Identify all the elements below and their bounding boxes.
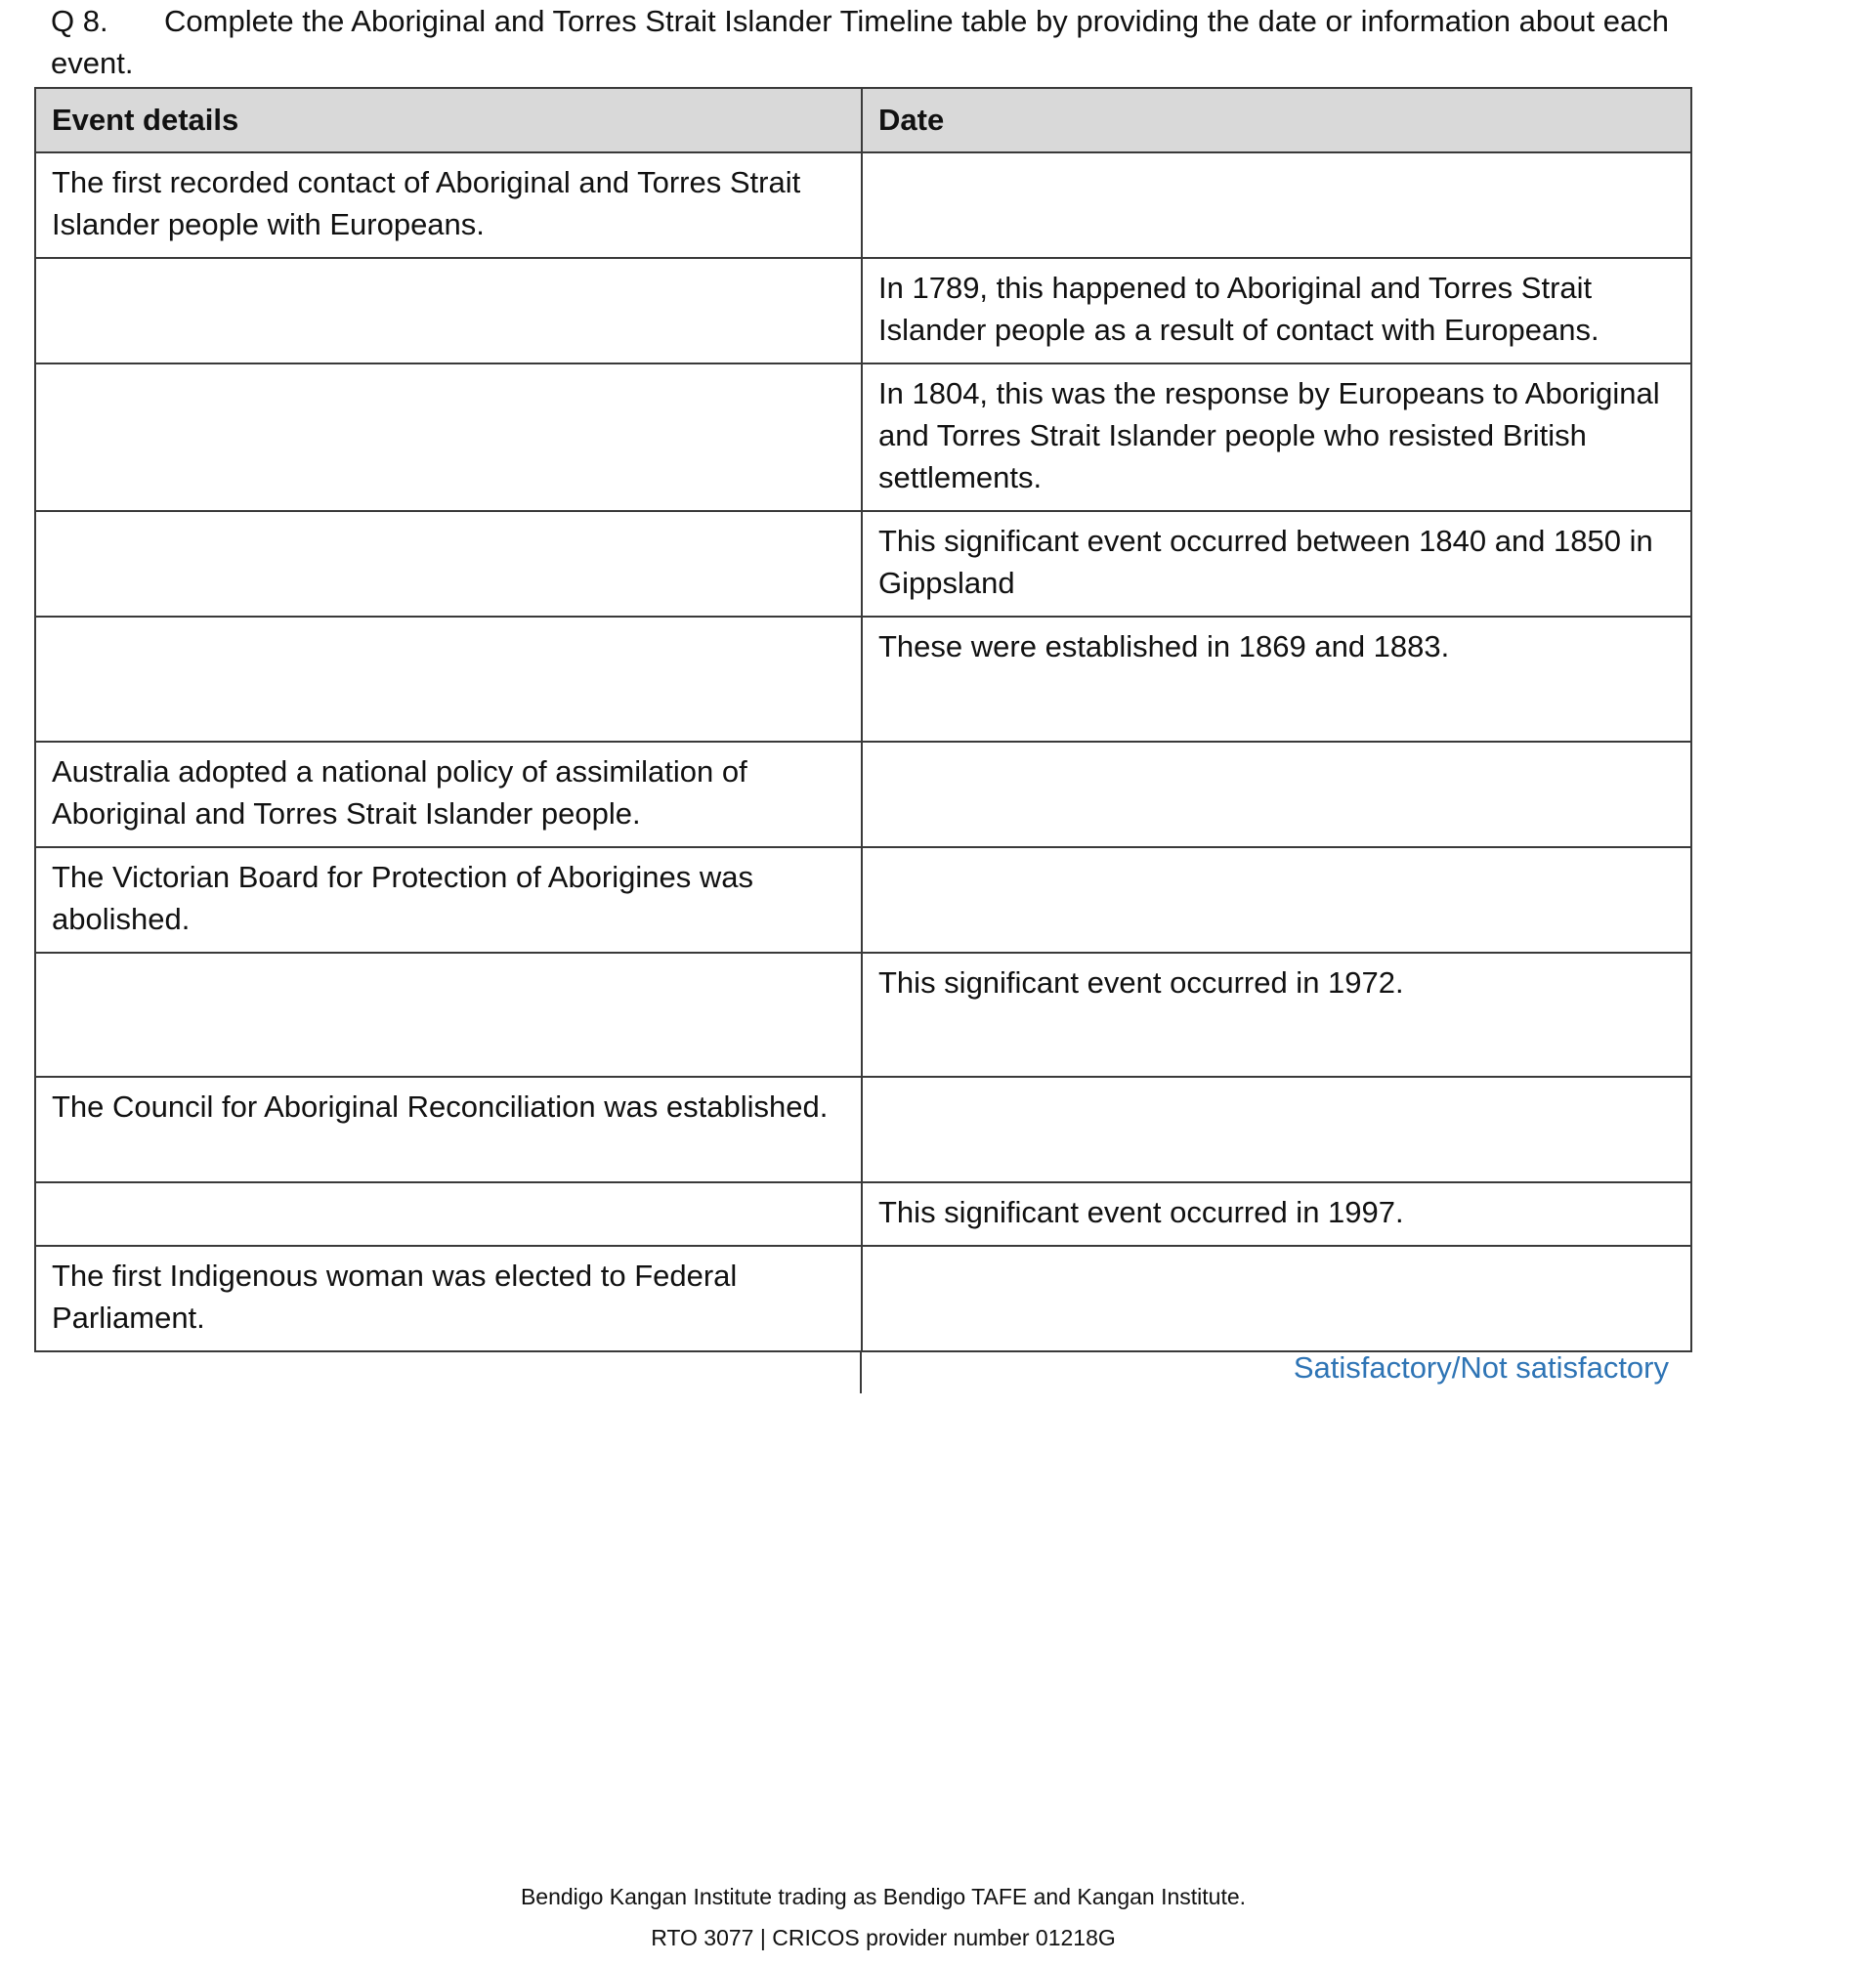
event-cell: Australia adopted a national policy of assimilation of Aboriginal and Torres Strait Islander people. (35, 742, 862, 847)
event-cell: The Victorian Board for Protection of Aborigines was abolished. (35, 847, 862, 953)
table-header-row (35, 88, 1691, 152)
date-cell[interactable] (862, 152, 1691, 258)
date-cell[interactable] (862, 742, 1691, 847)
question-text: Complete the Aboriginal and Torres Strait Islander Timeline table by providing the date or information about each event. (51, 4, 1669, 80)
assessment-result-label: Satisfactory/Not satisfactory (1293, 1350, 1669, 1385)
table-row (35, 1246, 1691, 1351)
footer-rto: RTO 3077 | CRICOS provider number 01218G (651, 1925, 1116, 1950)
header-date: Date (862, 88, 1691, 152)
question-prompt (51, 0, 1702, 84)
date-cell[interactable] (862, 1246, 1691, 1351)
table-row (35, 363, 1691, 511)
event-cell[interactable] (35, 258, 862, 363)
event-cell[interactable] (35, 953, 862, 1077)
table-divider-stub (860, 1350, 862, 1393)
table-row (35, 953, 1691, 1077)
date-cell: In 1804, this was the response by Europeans to Aboriginal and Torres Strait Islander people who resisted British settlements. (862, 363, 1691, 511)
table-row (35, 511, 1691, 617)
table-row (35, 617, 1691, 742)
date-cell: This significant event occurred between 1840 and 1850 in Gippsland (862, 511, 1691, 617)
date-cell: This significant event occurred in 1972. (862, 953, 1691, 1077)
event-cell[interactable] (35, 617, 862, 742)
table-row (35, 1182, 1691, 1246)
question-number: Q 8. (51, 4, 108, 38)
table-row (35, 1077, 1691, 1182)
event-cell[interactable] (35, 511, 862, 617)
date-cell: This significant event occurred in 1997. (862, 1182, 1691, 1246)
date-cell[interactable] (862, 847, 1691, 953)
event-cell: The first Indigenous woman was elected to Federal Parliament. (35, 1246, 862, 1351)
event-cell: The Council for Aboriginal Reconciliation was established. (35, 1077, 862, 1182)
date-cell: In 1789, this happened to Aboriginal and Torres Strait Islander people as a result of contact with Europeans. (862, 258, 1691, 363)
table-row (35, 152, 1691, 258)
event-cell: The first recorded contact of Aboriginal and Torres Strait Islander people with Europeans. (35, 152, 862, 258)
timeline-table (34, 87, 1692, 1352)
table-row (35, 742, 1691, 847)
date-cell[interactable] (862, 1077, 1691, 1182)
event-cell[interactable] (35, 1182, 862, 1246)
table-row (35, 847, 1691, 953)
date-cell: These were established in 1869 and 1883. (862, 617, 1691, 742)
header-event-details: Event details (35, 88, 862, 152)
table-row (35, 258, 1691, 363)
footer-institute: Bendigo Kangan Institute trading as Bendigo TAFE and Kangan Institute. (520, 1884, 1247, 1909)
event-cell[interactable] (35, 363, 862, 511)
